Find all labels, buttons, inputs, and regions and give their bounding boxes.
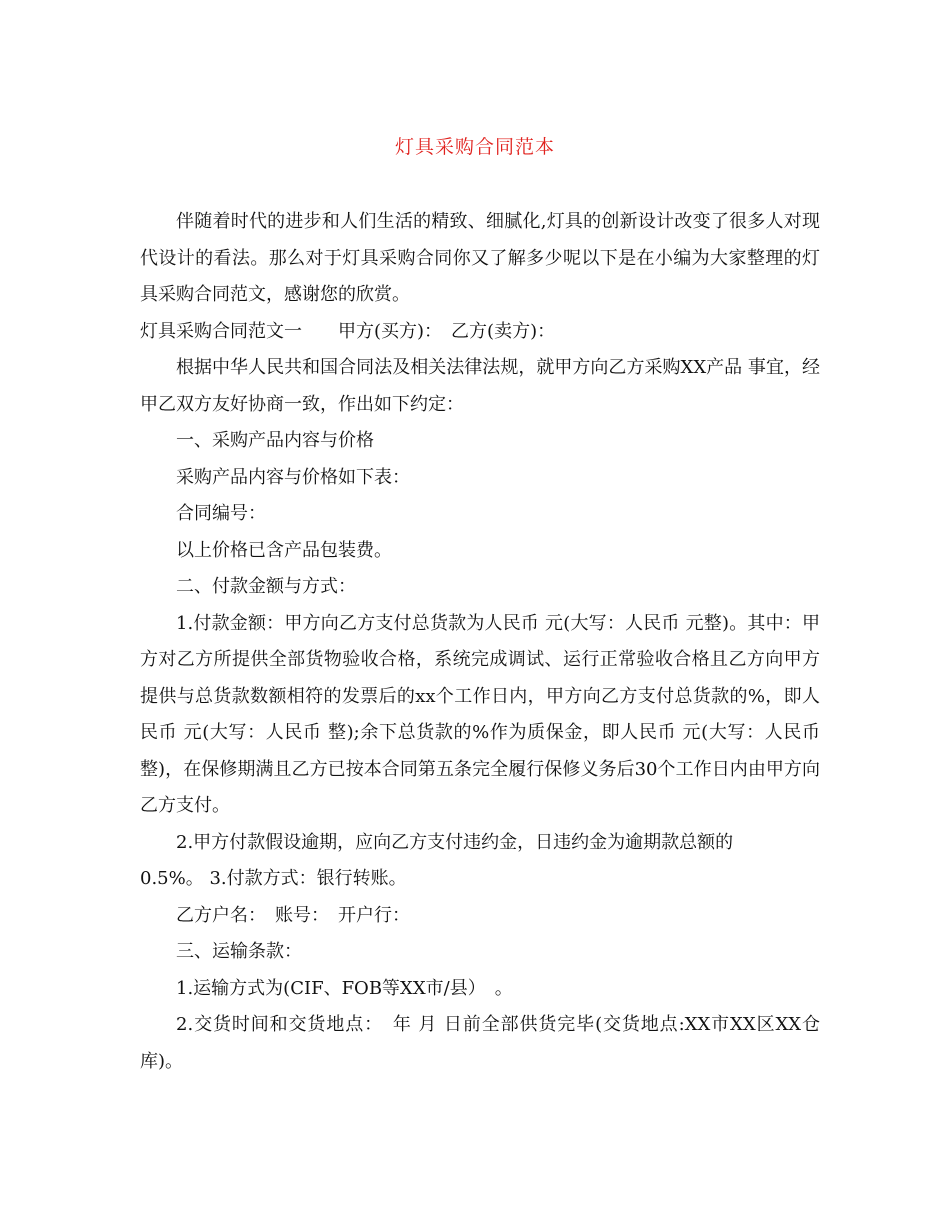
section-heading-2: 二、付款金额与方式：: [176, 576, 356, 597]
table-intro-line: 采购产品内容与价格如下表：: [176, 466, 410, 488]
section-heading-3: 三、运输条款：: [176, 941, 302, 962]
price-note-line: 以上价格已含产品包装费。: [176, 539, 392, 561]
transport-method-line: 1.运输方式为(CIF、FOB等XX市/县） 。: [176, 977, 513, 999]
late-payment-paragraph: 2.甲方付款假设逾期，应向乙方支付违约金，日违约金为逾期款总额的: [176, 831, 734, 853]
preamble-paragraph: 根据中华人民共和国合同法及相关法律法规，就甲方向乙方采购XX产品 事宜，经甲乙双方友好协商一致，作出如下约定：: [140, 357, 820, 415]
payment-amount-paragraph: 1.付款金额：甲方向乙方支付总货款为人民币 元(大写：人民币 元整)。其中：甲方对乙方所提供全部货物验收合格，系统完成调试、运行正常验收合格且乙方向甲方提供与总货款数额相符的发票后的xx个工作日内，甲方向乙方支付总货款的%，即人民币 元(大写：人民币 整);余下总货款的%作为质保金，即人民币 元(大写：人民币 整)，在保修期满且乙方已按本合同第五条完全履行保修义务后30个工作日内由甲方向乙方支付。: [140, 612, 820, 816]
document-title: 灯具采购合同范本: [394, 136, 555, 158]
contract-heading-parties: 灯具采购合同范文一 甲方(买方)： 乙方(卖方)：: [140, 320, 556, 342]
bank-account-line: 乙方户名： 账号： 开户行：: [176, 904, 410, 926]
contract-number-line: 合同编号：: [176, 503, 266, 524]
document-body: [140, 204, 820, 1080]
payment-method-line: 0.5%。 3.付款方式：银行转账。: [140, 868, 407, 889]
intro-paragraph: 伴随着时代的进步和人们生活的精致、细腻化,灯具的创新设计改变了很多人对现代设计的看法。那么对于灯具采购合同你又了解多少呢以下是在小编为大家整理的灯具采购合同范文，感谢您的欣赏。: [140, 211, 820, 305]
delivery-time-paragraph: 2.交货时间和交货地点： 年 月 日前全部供货完毕(交货地点:XX市XX区XX仓库)。: [140, 1014, 820, 1072]
section-heading-1: 一、采购产品内容与价格: [176, 430, 374, 451]
